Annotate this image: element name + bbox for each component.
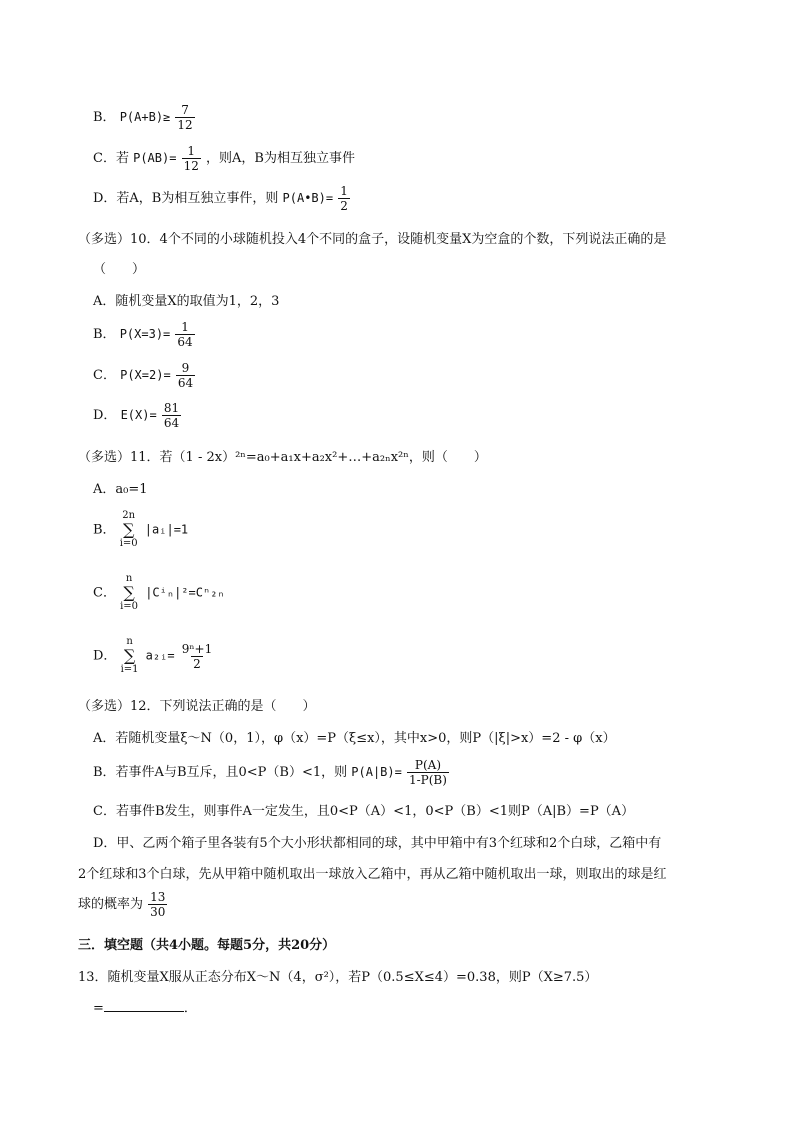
option-text: A．a₀=1 bbox=[93, 482, 148, 497]
answer-paren: （ ） bbox=[93, 262, 146, 277]
option-label: C． bbox=[93, 368, 116, 383]
q10-option-d bbox=[93, 401, 182, 430]
equals-sign: = bbox=[93, 1001, 104, 1016]
option-label: B． bbox=[93, 110, 116, 125]
q12-option-d-line3 bbox=[78, 890, 168, 919]
q11-option-d bbox=[93, 636, 215, 676]
q11-option-a bbox=[93, 478, 148, 497]
q11-option-b bbox=[93, 510, 188, 550]
answer-blank[interactable] bbox=[104, 999, 184, 1012]
math-expr: P(AB)= bbox=[133, 151, 177, 165]
option-text: ，则A，B为相互独立事件 bbox=[206, 151, 355, 166]
q13-answer-line bbox=[93, 997, 197, 1016]
option-text: A．若随机变量ξ～N（0，1），φ（x）=P（ξ≤x），其中x>0，则P（|ξ|>x）=2 - φ（x） bbox=[93, 731, 616, 746]
fraction: $\frac{81}{64}$ bbox=[163, 401, 180, 430]
math-expr: E(X)= bbox=[120, 408, 157, 422]
section-heading bbox=[78, 934, 335, 953]
option-text: D．甲、乙两个箱子里各装有5个大小形状都相同的球，其中甲箱中有3个红球和2个白球，乙箱中有 bbox=[93, 836, 662, 851]
q12-option-d-line2 bbox=[78, 863, 667, 882]
option-text: A．随机变量X的取值为1，2，3 bbox=[93, 294, 280, 309]
q12-option-c bbox=[93, 800, 634, 819]
q10-option-c bbox=[93, 361, 196, 390]
option-text: 2个红球和3个白球，先从甲箱中随机取出一球放入乙箱中，再从乙箱中随机取出一球，则取出的球是红 bbox=[78, 867, 667, 882]
q10-option-b bbox=[93, 320, 196, 349]
math-expr: a₂ᵢ= bbox=[145, 648, 175, 663]
q10-paren bbox=[93, 258, 145, 277]
q9-option-c bbox=[93, 144, 355, 173]
q13-stem bbox=[78, 966, 597, 985]
q12-stem bbox=[78, 695, 316, 714]
option-text: 球的概率为 bbox=[78, 897, 144, 912]
math-expr: P(X=2)= bbox=[120, 368, 171, 382]
fraction: $\frac{P(A)}{1-P(B)}$ bbox=[408, 758, 447, 787]
q11-stem bbox=[78, 446, 487, 465]
option-label: C． bbox=[93, 585, 116, 601]
question-text: （多选）12．下列说法正确的是（ ） bbox=[78, 699, 316, 714]
summation-icon: 2n ∑ i=0 bbox=[119, 510, 138, 549]
fraction: $\frac{9}{64}$ bbox=[177, 361, 194, 390]
q9-option-d bbox=[93, 184, 351, 213]
question-text: 13．随机变量X服从正态分布X～N（4，σ²），若P（0.5≤X≤4）=0.38，则P（X≥7.5） bbox=[78, 970, 598, 985]
math-expr: P(A•B)= bbox=[282, 191, 334, 205]
fraction: $\frac{\text{9ⁿ+1}}{2}$ bbox=[181, 641, 213, 671]
q10-option-a bbox=[93, 290, 279, 309]
q12-option-b bbox=[93, 758, 450, 787]
math-expr: |aᵢ|=1 bbox=[144, 522, 189, 537]
question-text: （多选）10．4个不同的小球随机投入4个不同的盒子，设随机变量X为空盒的个数，下列说法正确的是 bbox=[78, 232, 667, 247]
question-text: （多选）11．若（1 - 2x）²ⁿ=a₀+a₁x+a₂x²+…+a₂ₙx²ⁿ，则（ ） bbox=[78, 450, 487, 465]
fraction: $\frac{1}{64}$ bbox=[177, 320, 193, 349]
option-label: B．若事件A与B互斥，且0<P（B）<1，则 bbox=[93, 765, 348, 780]
q11-option-c bbox=[93, 573, 225, 613]
fraction: $\frac{7}{12}$ bbox=[177, 103, 193, 132]
fraction: $\frac{1}{2}$ bbox=[340, 184, 348, 213]
option-label: D．若A，B为相互独立事件，则 bbox=[93, 191, 279, 206]
math-expr: P(X=3)= bbox=[119, 327, 171, 341]
fraction: $\frac{1}{12}$ bbox=[183, 144, 199, 173]
section-title: 三．填空题（共4小题。每题5分，共20分） bbox=[78, 938, 336, 953]
summation-icon: n ∑ i=1 bbox=[120, 636, 139, 675]
q12-option-d-line1 bbox=[93, 832, 661, 851]
math-expr: |Cⁱₙ|²=Cⁿ₂ₙ bbox=[145, 585, 225, 600]
fraction: $\frac{13}{30}$ bbox=[150, 890, 166, 919]
q9-option-b bbox=[93, 103, 196, 132]
q12-option-a bbox=[93, 727, 616, 746]
option-label: D． bbox=[93, 408, 117, 423]
summation-icon: n ∑ i=0 bbox=[120, 573, 139, 612]
option-text: C．若事件B发生，则事件A一定发生，且0<P（A）<1，0<P（B）<1则P（A|B）=P（A） bbox=[93, 804, 635, 819]
math-expr: P(A+B)≥ bbox=[119, 110, 171, 124]
option-label: B． bbox=[93, 327, 116, 342]
option-label: D． bbox=[93, 648, 117, 664]
period: ． bbox=[183, 1001, 197, 1016]
math-expr: P(A|B)= bbox=[351, 765, 402, 779]
q10-stem bbox=[78, 228, 666, 247]
option-label: C．若 bbox=[93, 151, 129, 166]
option-label: B． bbox=[93, 522, 116, 538]
